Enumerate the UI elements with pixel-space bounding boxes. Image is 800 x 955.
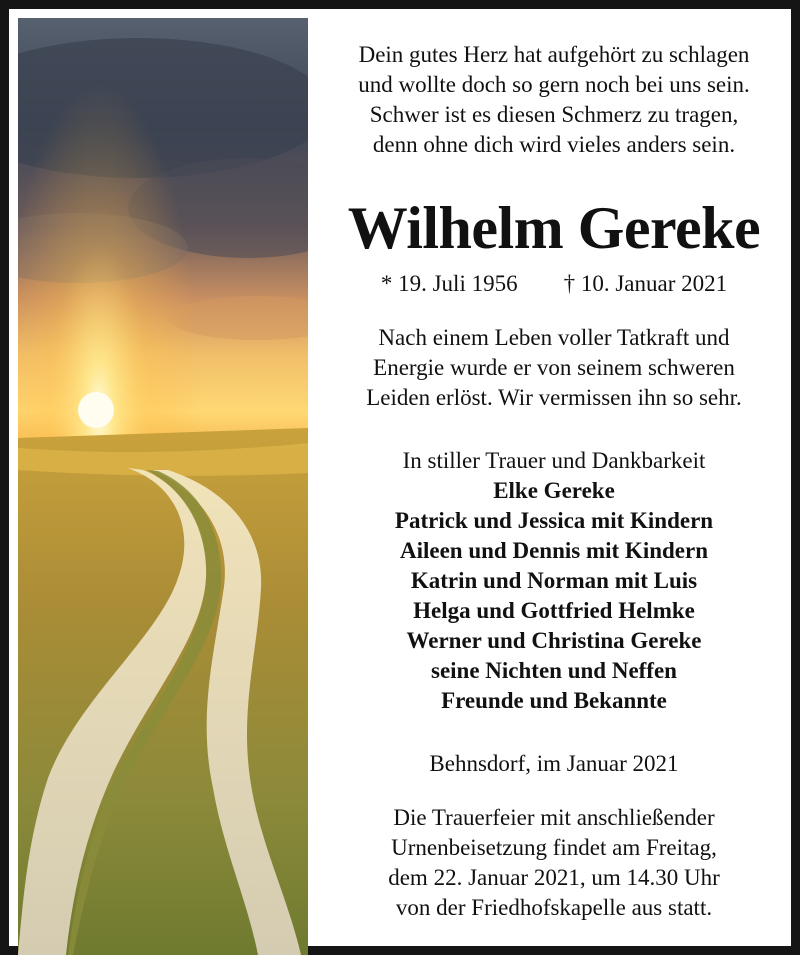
life-dates [308, 269, 800, 299]
mourner-entry: Werner und Christina Gereke [406, 628, 702, 653]
mourner-entry: Elke Gereke [493, 478, 615, 503]
obituary-text-column [308, 18, 800, 955]
landscape-image [18, 18, 308, 955]
mourner-entry: Patrick und Jessica mit Kindern [394, 508, 714, 533]
life-text-line: Nach einem Leben voller Tatkraft und [378, 325, 730, 350]
deceased-name: Wilhelm Gereke [347, 195, 761, 261]
life-text [308, 323, 800, 413]
verse-line: Schwer ist es diesen Schmerz zu tragen, [369, 102, 739, 127]
place-date: Behnsdorf, im Januar 2021 [429, 751, 679, 776]
birth-date: * 19. Juli 1956 [380, 271, 518, 296]
ceremony-notice [308, 803, 800, 923]
mourner-entry: seine Nichten und Neffen [431, 658, 677, 683]
mourners-list [308, 476, 800, 716]
ceremony-line: dem 22. Januar 2021, um 14.30 Uhr [388, 865, 720, 890]
verse-line: denn ohne dich wird vieles anders sein. [372, 132, 736, 157]
verse-line: Dein gutes Herz hat aufgehört zu schlagen [358, 42, 750, 67]
ceremony-line: Die Trauerfeier mit anschließender [393, 805, 715, 830]
life-text-line: Energie wurde er von seinem schweren [373, 355, 735, 380]
mourner-entry: Freunde und Bekannte [441, 688, 667, 713]
mourner-entry: Helga und Gottfried Helmke [413, 598, 695, 623]
memorial-verse [308, 40, 800, 160]
mourner-entry: Katrin und Norman mit Luis [410, 568, 698, 593]
mourner-entry: Aileen und Dennis mit Kindern [400, 538, 708, 563]
life-text-line: Leiden erlöst. Wir vermissen ihn so sehr. [366, 385, 742, 410]
sunset-field-path-photo [18, 18, 308, 955]
ceremony-line: von der Friedhofskapelle aus statt. [395, 895, 713, 920]
mourning-intro: In stiller Trauer und Dankbarkeit [402, 448, 706, 473]
verse-line: und wollte doch so gern noch bei uns sein. [358, 72, 750, 97]
ceremony-line: Urnenbeisetzung findet am Freitag, [391, 835, 717, 860]
death-date: † 10. Januar 2021 [563, 271, 728, 296]
